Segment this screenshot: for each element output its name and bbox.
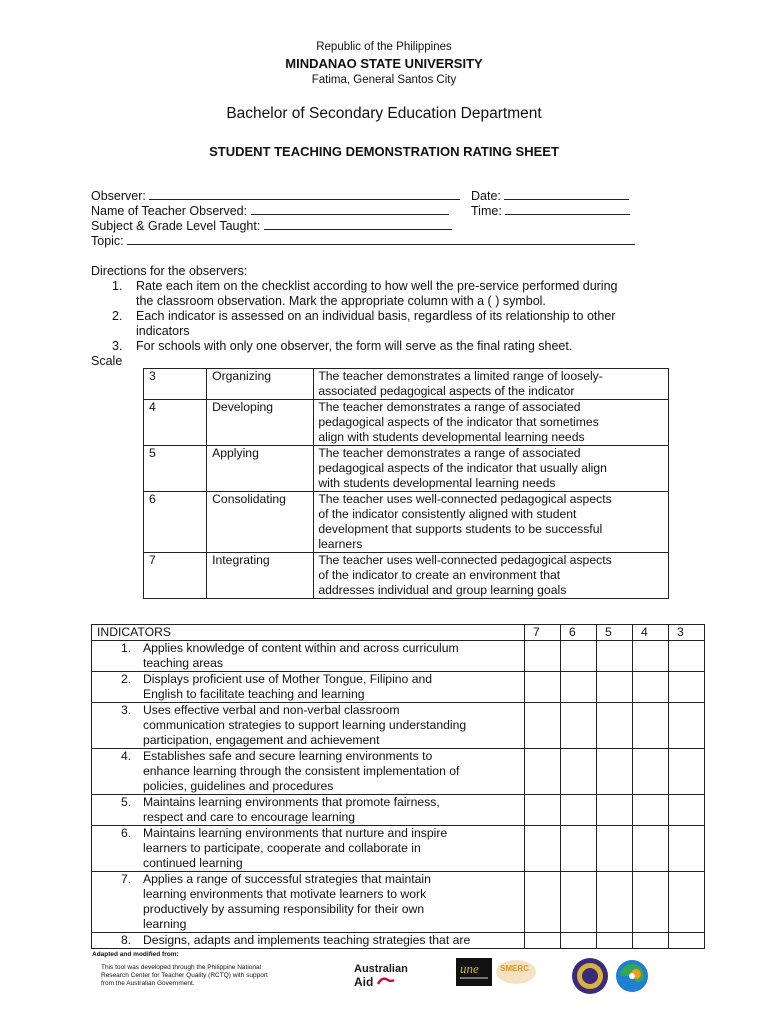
rating-cell[interactable] bbox=[561, 749, 597, 795]
sheet-title: STUDENT TEACHING DEMONSTRATION RATING SHEET bbox=[209, 144, 559, 159]
scale-desc-line: with students developmental learning needs bbox=[318, 476, 556, 490]
scale-desc-line: pedagogical aspects of the indicator that sometimes bbox=[318, 415, 599, 429]
rating-cell[interactable] bbox=[669, 703, 705, 749]
adapted-from-label: Adapted and modified from: bbox=[92, 951, 179, 958]
direction-number: 3. bbox=[112, 339, 123, 353]
scale-desc-line: of the indicator consistently aligned with student bbox=[318, 507, 577, 521]
attribution-line: This tool was developed through the Philippine National bbox=[101, 964, 262, 971]
scale-desc-line: align with students developmental learning needs bbox=[318, 430, 585, 444]
scale-level: 4 bbox=[144, 400, 207, 446]
indicator-row bbox=[92, 641, 705, 672]
indicator-number: 8. bbox=[121, 933, 132, 947]
direction-number: 2. bbox=[112, 309, 123, 323]
subject-field[interactable] bbox=[91, 219, 452, 233]
department-title: Bachelor of Secondary Education Department bbox=[226, 105, 542, 122]
time-line[interactable] bbox=[505, 204, 630, 215]
attribution-line: Research Center for Teacher Quality (RCTQ) with support bbox=[101, 972, 268, 979]
kangaroo-icon bbox=[378, 979, 394, 984]
indicator-row bbox=[92, 703, 705, 749]
indicator-text bbox=[92, 795, 525, 826]
indicators-header-row bbox=[92, 625, 705, 641]
australian-aid-logo bbox=[352, 960, 432, 992]
indicator-number: 3. bbox=[121, 703, 132, 717]
indicator-row bbox=[92, 826, 705, 872]
scale-name: Integrating bbox=[207, 553, 314, 599]
rating-cell[interactable] bbox=[633, 672, 669, 703]
indicator-text bbox=[92, 641, 525, 672]
swirl-logo-icon bbox=[614, 958, 650, 994]
scale-name: Applying bbox=[207, 446, 314, 492]
scale-desc-line: The teacher uses well-connected pedagogical aspects bbox=[318, 492, 612, 506]
indicator-line: learning environments that motivate learners to work bbox=[143, 887, 427, 901]
rating-cell[interactable] bbox=[597, 933, 633, 949]
date-label: Date: bbox=[471, 189, 501, 203]
direction-text: For schools with only one observer, the form will serve as the final rating sheet. bbox=[136, 339, 573, 353]
rating-cell[interactable] bbox=[525, 872, 561, 933]
rating-cell[interactable] bbox=[669, 795, 705, 826]
scale-description bbox=[314, 369, 669, 400]
rating-cell[interactable] bbox=[561, 641, 597, 672]
indicator-row bbox=[92, 795, 705, 826]
rating-cell[interactable] bbox=[669, 933, 705, 949]
direction-text: the classroom observation. Mark the appropriate column with a ( ) symbol. bbox=[136, 294, 546, 308]
scale-desc-line: The teacher uses well-connected pedagogical aspects bbox=[318, 553, 612, 567]
rating-cell[interactable] bbox=[597, 795, 633, 826]
rating-header-5: 5 bbox=[597, 625, 633, 641]
rating-cell[interactable] bbox=[561, 672, 597, 703]
indicator-row bbox=[92, 749, 705, 795]
scale-desc-line: The teacher demonstrates a range of associated bbox=[318, 446, 581, 460]
scale-table bbox=[143, 368, 669, 599]
rating-cell[interactable] bbox=[633, 749, 669, 795]
scale-label: Scale bbox=[91, 354, 123, 368]
indicator-line: communication strategies to support learning understanding bbox=[143, 718, 467, 732]
rating-cell[interactable] bbox=[597, 826, 633, 872]
rating-cell[interactable] bbox=[633, 872, 669, 933]
scale-row bbox=[144, 492, 669, 553]
indicator-number: 5. bbox=[121, 795, 132, 809]
une-logo-text: une bbox=[460, 961, 479, 976]
rating-cell[interactable] bbox=[597, 703, 633, 749]
scale-name: Developing bbox=[207, 400, 314, 446]
teacher-line[interactable] bbox=[251, 204, 449, 215]
rating-header-4: 4 bbox=[633, 625, 669, 641]
direction-number: 1. bbox=[112, 279, 123, 293]
indicator-line: English to facilitate teaching and learning bbox=[143, 687, 365, 701]
indicator-text bbox=[92, 703, 525, 749]
indicator-line: Maintains learning environments that promote fairness, bbox=[143, 795, 440, 809]
rating-cell[interactable] bbox=[561, 703, 597, 749]
university-name: MINDANAO STATE UNIVERSITY bbox=[285, 56, 483, 71]
scale-desc-line: addresses individual and group learning goals bbox=[318, 583, 567, 597]
rating-cell[interactable] bbox=[561, 933, 597, 949]
rating-cell[interactable] bbox=[669, 672, 705, 703]
rating-cell[interactable] bbox=[669, 872, 705, 933]
scale-name: Consolidating bbox=[207, 492, 314, 553]
aus-aid-line1: Australian bbox=[354, 963, 408, 975]
scale-name: Organizing bbox=[207, 369, 314, 400]
indicator-line: learners to participate, cooperate and collaborate in bbox=[143, 841, 421, 855]
rating-cell[interactable] bbox=[525, 641, 561, 672]
indicator-text bbox=[92, 749, 525, 795]
rating-cell[interactable] bbox=[633, 933, 669, 949]
rating-cell[interactable] bbox=[525, 826, 561, 872]
subject-label: Subject & Grade Level Taught: bbox=[91, 219, 261, 233]
observer-label: Observer: bbox=[91, 189, 146, 203]
direction-text: indicators bbox=[136, 324, 190, 338]
subject-line[interactable] bbox=[264, 219, 452, 230]
scale-row bbox=[144, 400, 669, 446]
scale-row bbox=[144, 446, 669, 492]
scale-description bbox=[314, 492, 669, 553]
campus-location: Fatima, General Santos City bbox=[311, 74, 457, 86]
indicator-line: Applies a range of successful strategies that maintain bbox=[143, 872, 431, 886]
direction-text: Rate each item on the checklist according to how well the pre-service performed during bbox=[136, 279, 618, 293]
scale-desc-line: learners bbox=[318, 537, 363, 551]
rating-cell[interactable] bbox=[633, 641, 669, 672]
rating-cell[interactable] bbox=[561, 795, 597, 826]
indicator-line: Designs, adapts and implements teaching strategies that are bbox=[143, 933, 471, 947]
indicator-line: Maintains learning environments that nurture and inspire bbox=[143, 826, 448, 840]
republic-heading: Republic of the Philippines bbox=[316, 41, 452, 53]
indicator-text bbox=[92, 826, 525, 872]
rating-cell[interactable] bbox=[633, 826, 669, 872]
rating-cell[interactable] bbox=[525, 933, 561, 949]
scale-row bbox=[144, 369, 669, 400]
scale-description bbox=[314, 446, 669, 492]
rating-header-3: 3 bbox=[669, 625, 705, 641]
scale-level: 3 bbox=[144, 369, 207, 400]
rating-cell[interactable] bbox=[597, 872, 633, 933]
smerc-logo-text: SMERC bbox=[500, 964, 529, 973]
indicator-line: participation, engagement and achievement bbox=[143, 733, 380, 747]
indicator-line: enhance learning through the consistent implementation of bbox=[143, 764, 460, 778]
aus-aid-line2: Aid bbox=[354, 975, 374, 989]
scale-description bbox=[314, 400, 669, 446]
rating-cell[interactable] bbox=[525, 672, 561, 703]
date-line[interactable] bbox=[504, 189, 629, 200]
rating-cell[interactable] bbox=[561, 872, 597, 933]
scale-desc-line: The teacher demonstrates a range of associated bbox=[318, 400, 581, 414]
indicator-number: 6. bbox=[121, 826, 132, 840]
observer-field[interactable] bbox=[91, 189, 460, 203]
rating-cell[interactable] bbox=[669, 749, 705, 795]
rating-cell[interactable] bbox=[597, 641, 633, 672]
rating-header-6: 6 bbox=[561, 625, 597, 641]
rating-cell[interactable] bbox=[669, 826, 705, 872]
rating-header-7: 7 bbox=[525, 625, 561, 641]
indicator-line: learning bbox=[143, 917, 187, 931]
rating-cell[interactable] bbox=[525, 703, 561, 749]
attribution-line: from the Australian Government. bbox=[101, 980, 195, 987]
scale-desc-line: of the indicator to create an environment that bbox=[318, 568, 561, 582]
scale-desc-line: The teacher demonstrates a limited range of loosely- bbox=[318, 369, 603, 383]
rating-cell[interactable] bbox=[561, 826, 597, 872]
rating-cell[interactable] bbox=[669, 641, 705, 672]
indicator-line: teaching areas bbox=[143, 656, 223, 670]
indicator-number: 2. bbox=[121, 672, 132, 686]
une-smerc-logo bbox=[456, 958, 538, 986]
indicator-line: productively by assuming responsibility for their own bbox=[143, 902, 425, 916]
rating-cell[interactable] bbox=[525, 795, 561, 826]
scale-row bbox=[144, 553, 669, 599]
directions-heading: Directions for the observers: bbox=[91, 264, 248, 278]
scale-level: 6 bbox=[144, 492, 207, 553]
topic-label: Topic: bbox=[91, 234, 124, 248]
indicator-number: 7. bbox=[121, 872, 132, 886]
indicator-line: Applies knowledge of content within and across curriculum bbox=[143, 641, 459, 655]
rating-cell[interactable] bbox=[633, 795, 669, 826]
scale-desc-line: pedagogical aspects of the indicator that usually align bbox=[318, 461, 607, 475]
indicator-line: policies, guidelines and procedures bbox=[143, 779, 334, 793]
scale-level: 7 bbox=[144, 553, 207, 599]
indicator-text bbox=[92, 933, 525, 949]
une-subtitle-bar bbox=[460, 977, 488, 979]
attribution-note bbox=[101, 964, 321, 988]
topic-field[interactable] bbox=[91, 234, 635, 248]
indicators-table bbox=[91, 624, 705, 949]
rating-cell[interactable] bbox=[597, 672, 633, 703]
indicator-row bbox=[92, 872, 705, 933]
scale-desc-line: development that supports students to be successful bbox=[318, 522, 603, 536]
indicator-line: Establishes safe and secure learning environments to bbox=[143, 749, 433, 763]
indicator-row bbox=[92, 933, 705, 949]
teacher-field[interactable] bbox=[91, 204, 449, 218]
indicator-line: respect and care to encourage learning bbox=[143, 810, 356, 824]
direction-text: Each indicator is assessed on an individual basis, regardless of its relationship to other bbox=[136, 309, 616, 323]
university-seal-icon bbox=[570, 956, 610, 996]
scale-level: 5 bbox=[144, 446, 207, 492]
indicator-number: 4. bbox=[121, 749, 132, 763]
topic-line[interactable] bbox=[127, 234, 635, 245]
time-field[interactable] bbox=[471, 204, 630, 218]
indicator-number: 1. bbox=[121, 641, 132, 655]
teacher-label: Name of Teacher Observed: bbox=[91, 204, 248, 218]
scale-desc-line: associated pedagogical aspects of the indicator bbox=[318, 384, 575, 398]
indicator-text bbox=[92, 672, 525, 703]
scale-description bbox=[314, 553, 669, 599]
indicator-line: continued learning bbox=[143, 856, 243, 870]
indicator-line: Displays proficient use of Mother Tongue, Filipino and bbox=[143, 672, 433, 686]
date-field[interactable] bbox=[471, 189, 629, 203]
rating-cell[interactable] bbox=[633, 703, 669, 749]
indicator-line: Uses effective verbal and non-verbal classroom bbox=[143, 703, 400, 717]
time-label: Time: bbox=[471, 204, 502, 218]
observer-line[interactable] bbox=[149, 189, 460, 200]
indicators-header: INDICATORS bbox=[92, 625, 525, 641]
indicator-text bbox=[92, 872, 525, 933]
rating-cell[interactable] bbox=[597, 749, 633, 795]
rating-cell[interactable] bbox=[525, 749, 561, 795]
indicator-row bbox=[92, 672, 705, 703]
